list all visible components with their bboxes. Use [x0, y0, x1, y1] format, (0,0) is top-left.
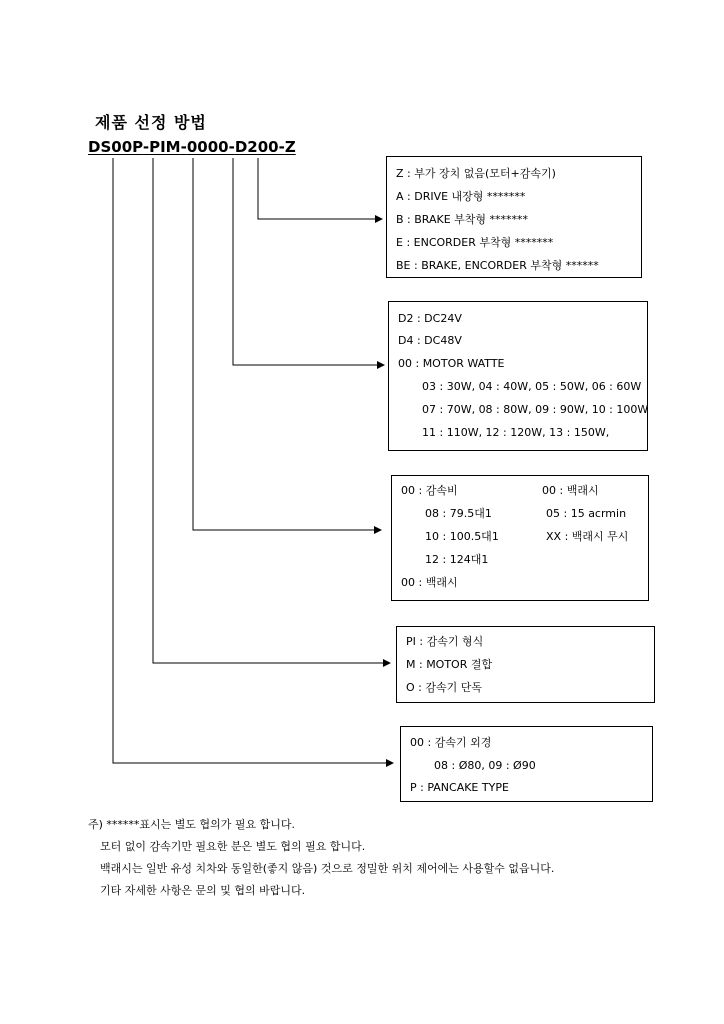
option-line: Z : 부가 장치 없음(모터+감속기) [396, 167, 556, 180]
page-title: 제품 선정 방법 [95, 113, 207, 132]
backlash-line: 00 : 백래시 [542, 484, 599, 497]
code-part-option: Z [284, 138, 296, 156]
voltage-line: D4 : DC48V [398, 334, 462, 347]
code-part-ratio: 0000 [186, 138, 229, 156]
type-line: PI : 감속기 형식 [406, 635, 484, 648]
option-line: E : ENCORDER 부착형 ******* [396, 236, 554, 249]
backlash-line: 05 : 15 acrmin [546, 507, 627, 520]
note-line: 백래시는 일반 유성 치차와 동일한(좋지 않음) 것으로 정밀한 위치 제어에는 사용할수 없읍니다. [100, 862, 555, 875]
notes [88, 814, 554, 902]
ratio-line: 00 : 백래시 [401, 576, 458, 589]
watt-line: 11 : 110W, 12 : 120W, 13 : 150W, [422, 426, 610, 439]
note-line: 모터 없이 감속기만 필요한 분은 별도 협의 필요 합니다. [100, 840, 366, 853]
connector-option [258, 158, 382, 219]
size-box [400, 726, 653, 802]
code-sep: - [180, 138, 187, 156]
watt-line: 07 : 70W, 08 : 80W, 09 : 90W, 10 : 100W [422, 403, 649, 416]
voltage-box [388, 301, 648, 451]
connector-type [153, 158, 390, 663]
type-line: O : 감속기 단독 [406, 681, 482, 694]
code-sep: - [278, 138, 285, 156]
option-line: BE : BRAKE, ENCORDER 부착형 ****** [396, 259, 599, 272]
note-line: 기타 자세한 사항은 문의 및 협의 바랍니다. [100, 884, 306, 897]
connector-voltage [233, 158, 384, 365]
code-part-series: DS00P [88, 138, 143, 156]
type-box [396, 626, 655, 703]
backlash-line: XX : 백래시 무시 [546, 530, 629, 543]
voltage-line: 00 : MOTOR WATTE [398, 357, 505, 370]
ratio-line: 12 : 124대1 [425, 553, 489, 566]
code-part-voltage: D200 [234, 138, 279, 156]
code-part-type: PIM [149, 138, 181, 156]
connector-ratio [193, 158, 381, 530]
ratio-line: 00 : 감속비 [401, 484, 458, 497]
ratio-box [391, 475, 649, 601]
connector-size [113, 158, 393, 763]
size-line: P : PANCAKE TYPE [410, 781, 509, 794]
watt-line: 03 : 30W, 04 : 40W, 05 : 50W, 06 : 60W [422, 380, 642, 393]
option-box [386, 156, 642, 278]
option-line: B : BRAKE 부착형 ******* [396, 213, 529, 226]
code-sep: - [228, 138, 235, 156]
option-line: A : DRIVE 내장형 ******* [396, 190, 526, 203]
code-sep: - [142, 138, 150, 156]
voltage-line: D2 : DC24V [398, 312, 462, 325]
size-line: 00 : 감속기 외경 [410, 736, 492, 749]
note-line: 주) ******표시는 별도 협의가 필요 합니다. [88, 818, 296, 831]
size-line: 08 : Ø80, 09 : Ø90 [434, 759, 536, 772]
ratio-line: 10 : 100.5대1 [425, 530, 499, 543]
ratio-line: 08 : 79.5대1 [425, 507, 492, 520]
type-line: M : MOTOR 결합 [406, 658, 493, 671]
